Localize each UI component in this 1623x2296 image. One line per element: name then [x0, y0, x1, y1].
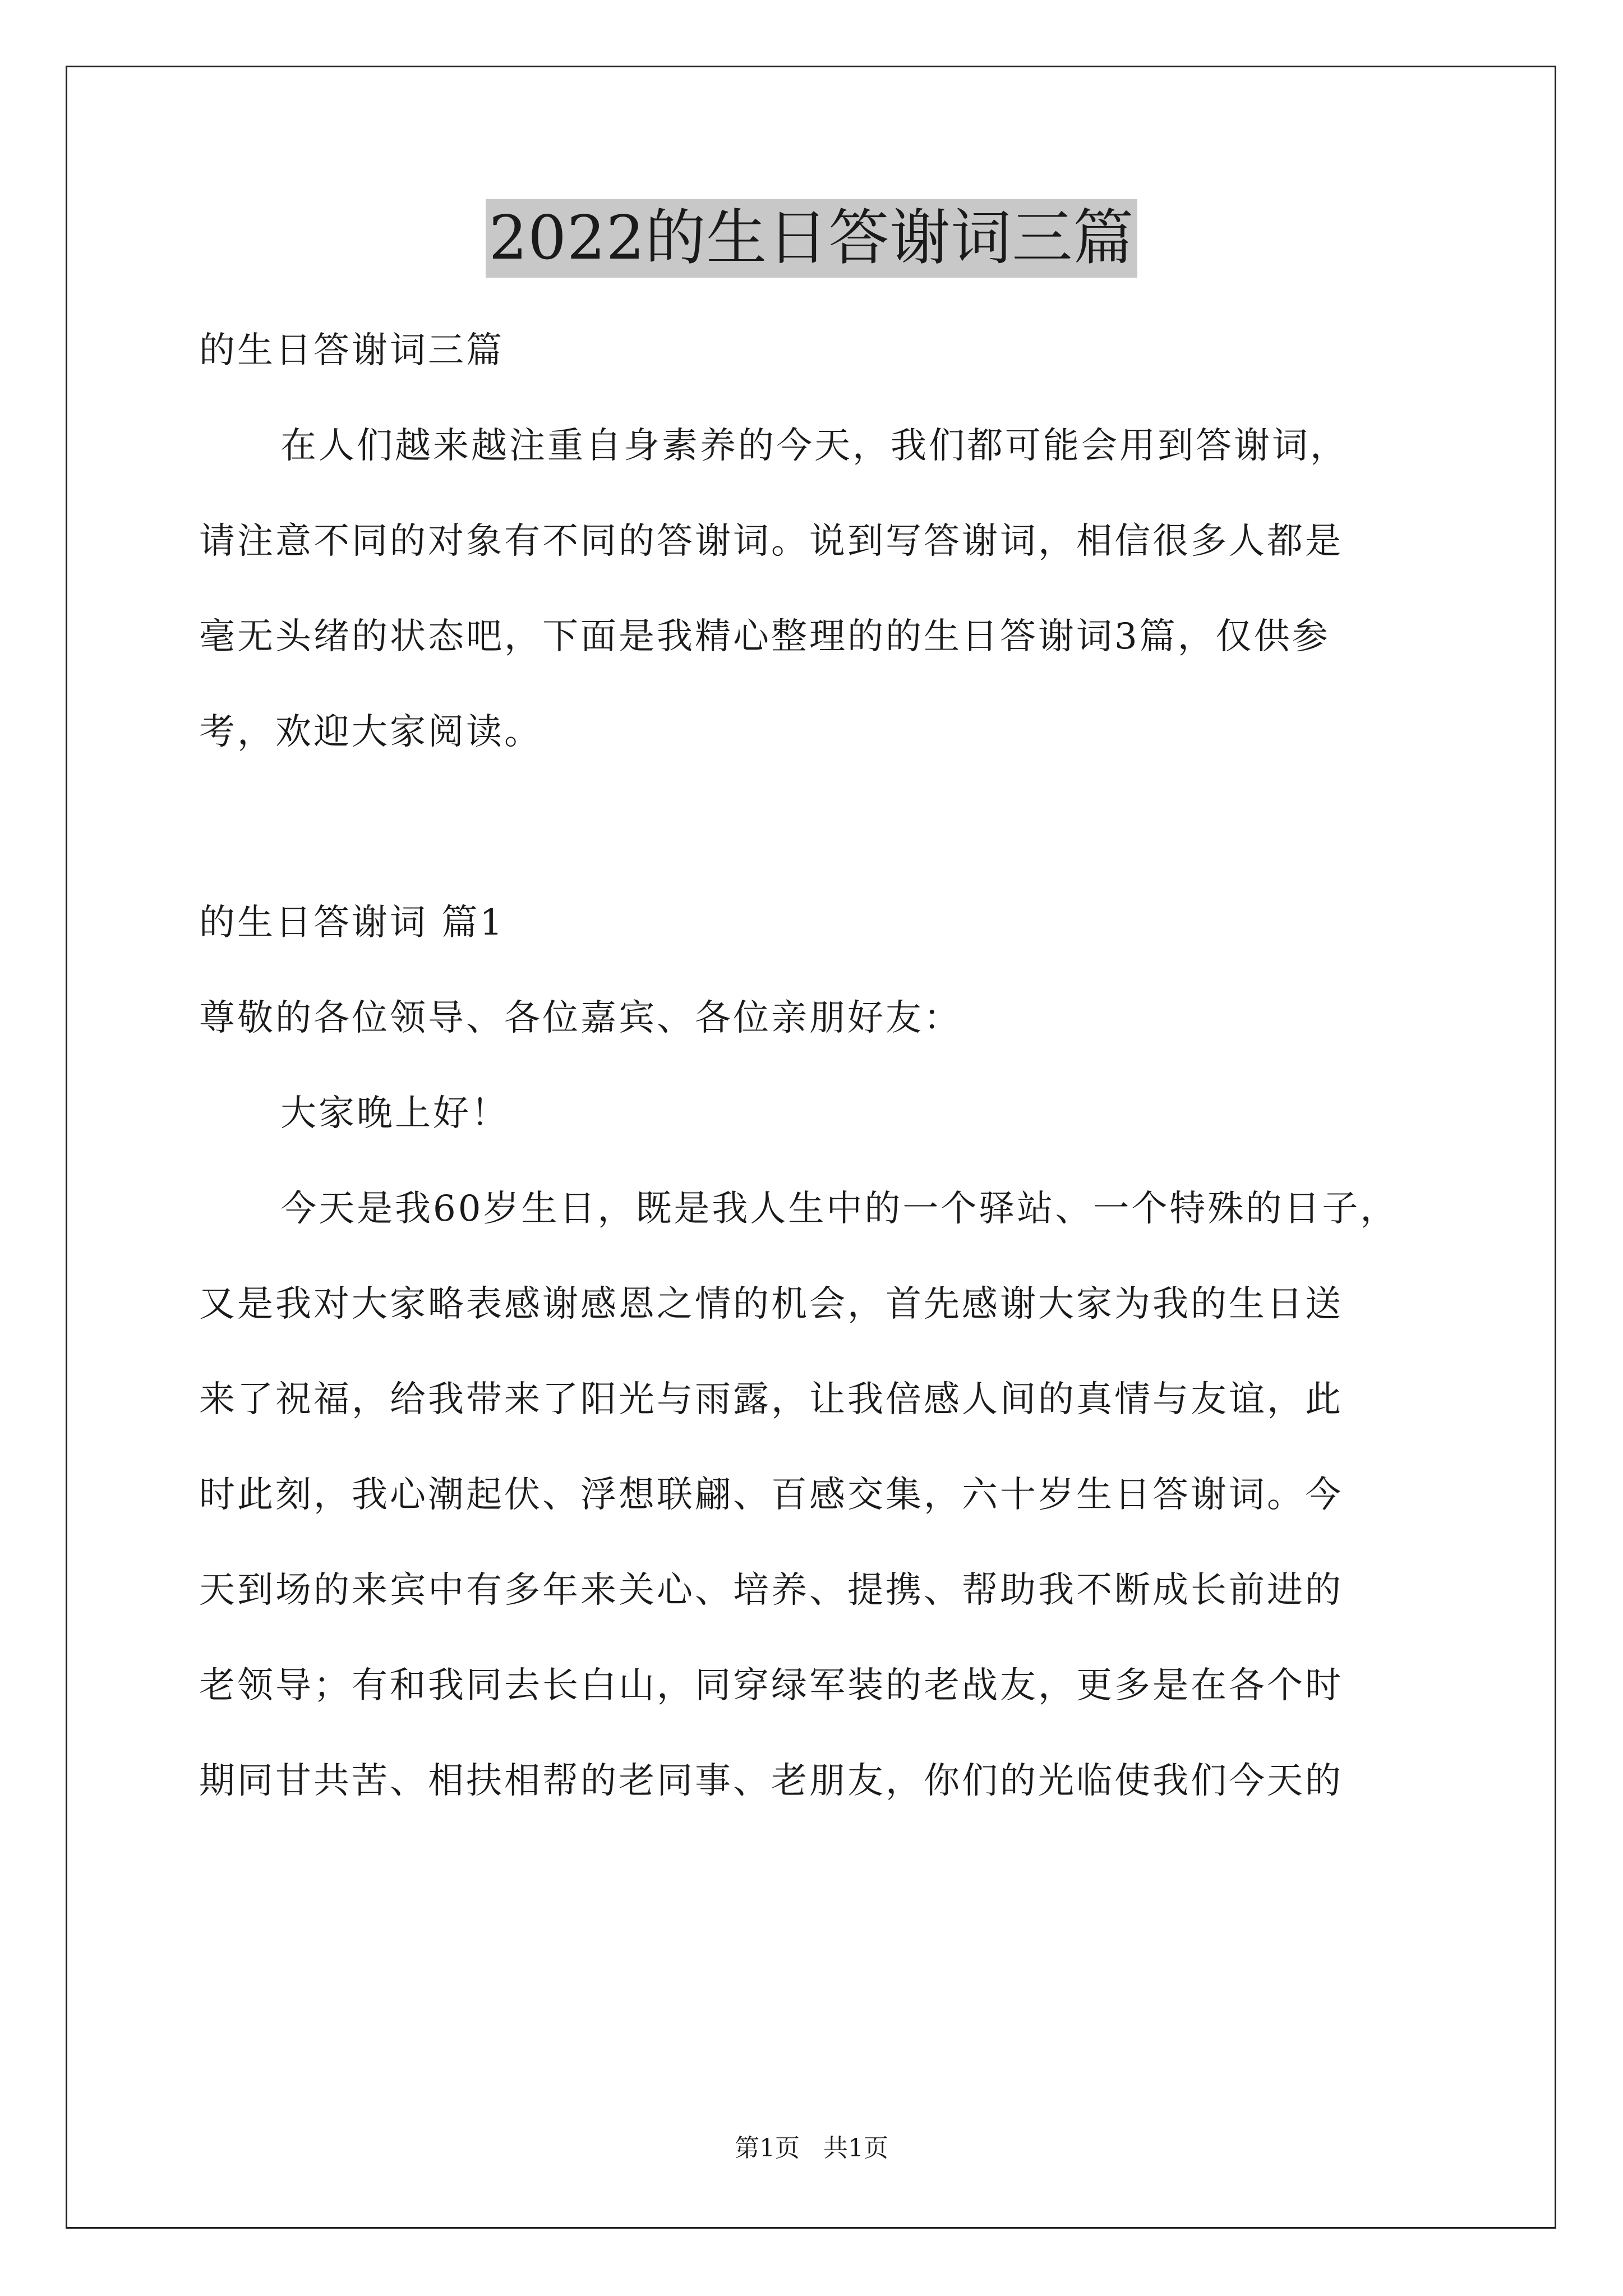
section1-line-6: 老领导；有和我同去长白山，同穿绿军装的老战友，更多是在各个时: [199, 1665, 1343, 1706]
section1-heading: 的生日答谢词 篇1: [199, 902, 505, 944]
greeting: 大家晚上好！: [280, 1093, 509, 1134]
section1-line-5: 天到场的来宾中有多年来关心、培养、提携、帮助我不断成长前进的: [199, 1570, 1343, 1611]
intro-line-3: 毫无头绪的状态吧，下面是我精心整理的的生日答谢词3篇，仅供参: [199, 616, 1330, 657]
intro-line-4: 考，欢迎大家阅读。: [199, 711, 542, 753]
section1-line-4: 时此刻，我心潮起伏、浮想联翩、百感交集，六十岁生日答谢词。今: [199, 1474, 1343, 1516]
section1-line-7: 期同甘共苦、相扶相帮的老同事、老朋友，你们的光临使我们今天的: [199, 1760, 1343, 1802]
intro-line-1: 在人们越来越注重自身素养的今天，我们都可能会用到答谢词，: [280, 425, 1348, 467]
salutation: 尊敬的各位领导、各位嘉宾、各位亲朋好友：: [199, 997, 962, 1039]
title-container: [0, 199, 1623, 278]
section1-line-3: 来了祝福，给我带来了阳光与雨露，让我倍感人间的真情与友谊，此: [199, 1379, 1343, 1420]
document-title: 2022的生日答谢词三篇: [486, 199, 1138, 278]
page-footer: [0, 2132, 1623, 2165]
section-spacer: [199, 780, 1433, 875]
page-number: 第1页: [735, 2134, 800, 2162]
document-body: [199, 303, 1433, 1829]
section1-line-2: 又是我对大家略表感谢感恩之情的机会，首先感谢大家为我的生日送: [199, 1283, 1343, 1325]
page-total: 共1页: [823, 2134, 888, 2162]
intro-line-2: 请注意不同的对象有不同的答谢词。说到写答谢词，相信很多人都是: [199, 521, 1343, 562]
intro-heading: 的生日答谢词三篇: [199, 330, 504, 371]
section1-line-1: 今天是我60岁生日，既是我人生中的一个驿站、一个特殊的日子，: [280, 1188, 1399, 1230]
